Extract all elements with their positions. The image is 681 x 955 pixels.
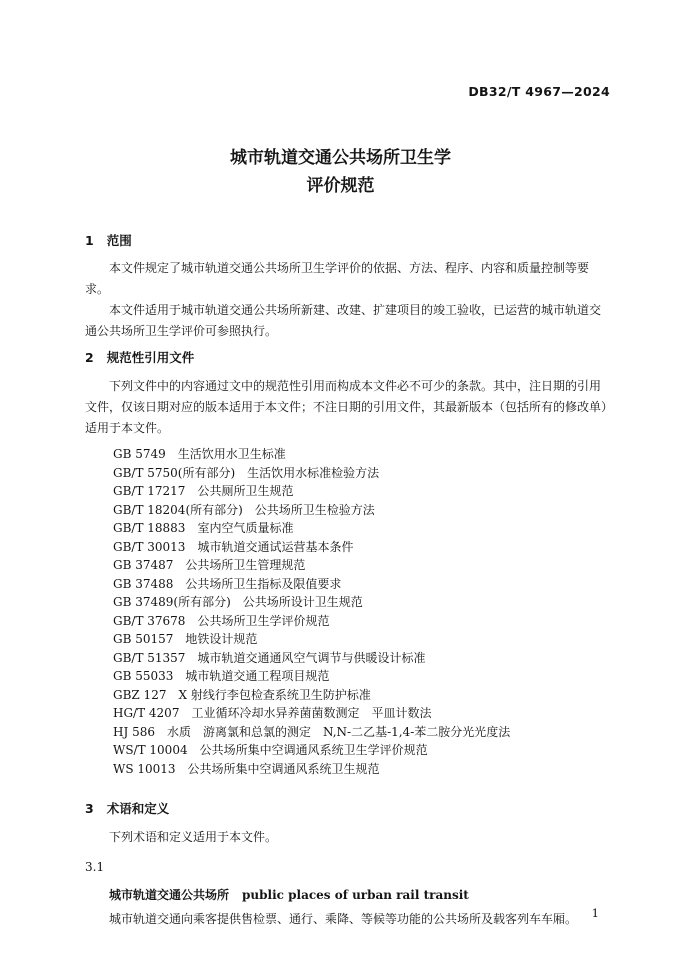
term-entry bbox=[85, 885, 610, 906]
document-title bbox=[0, 144, 681, 200]
reference-item: GB/T 5750(所有部分) 生活饮用水标准检验方法 bbox=[113, 465, 380, 480]
reference-item: HG/T 4207 工业循环冷却水异养菌菌数测定 平皿计数法 bbox=[113, 706, 432, 720]
document-title-line1: 城市轨道交通公共场所卫生学 bbox=[230, 148, 451, 168]
document-body bbox=[85, 233, 610, 930]
term-definition: 城市轨道交通向乘客提供售检票、通行、乘降、等候等功能的公共场所及载客列车车厢。 bbox=[109, 912, 578, 926]
terms-intro: 下列术语和定义适用于本文件。 bbox=[109, 830, 278, 844]
reference-item: GB 50157 地铁设计规范 bbox=[113, 632, 258, 646]
scope-paragraph-1: 本文件规定了城市轨道交通公共场所卫生学评价的依据、方法、程序、内容和质量控制等要求。 bbox=[85, 261, 590, 296]
section-1-number: 1 bbox=[85, 233, 94, 248]
reference-item: GB/T 51357 城市轨道交通通风空气调节与供暖设计标准 bbox=[113, 650, 426, 665]
references-intro: 下列文件中的内容通过文中的规范性引用而构成本文件必不可少的条款。其中，注日期的引用文件，仅该日期对应的版本适用于本文件；不注日期的引用文件，其最新版本（包括所有的修改单）适用于本文件。 bbox=[85, 379, 608, 435]
references-list bbox=[85, 445, 610, 778]
reference-item: GB/T 18204(所有部分) 公共场所卫生检验方法 bbox=[113, 502, 375, 517]
reference-item: GB 37489(所有部分) 公共场所设计卫生规范 bbox=[113, 595, 363, 609]
reference-item: GB/T 37678 公共场所卫生学评价规范 bbox=[113, 613, 330, 628]
document-title-line2: 评价规范 bbox=[306, 176, 375, 196]
section-1-title: 范围 bbox=[106, 233, 132, 248]
term-chinese: 城市轨道交通公共场所 bbox=[109, 888, 230, 902]
reference-item: GB 5749 生活饮用水卫生标准 bbox=[113, 447, 286, 461]
section-2-title: 规范性引用文件 bbox=[106, 350, 195, 365]
scope-paragraph-2: 本文件适用于城市轨道交通公共场所新建、改建、扩建项目的竣工验收，已运营的城市轨道交通公共场所卫生学评价可参照执行。 bbox=[85, 303, 602, 338]
reference-item: GB/T 30013 城市轨道交通试运营基本条件 bbox=[113, 539, 354, 554]
section-3-title: 术语和定义 bbox=[106, 801, 170, 816]
section-2-number: 2 bbox=[85, 350, 94, 365]
section-1-heading bbox=[85, 233, 610, 249]
term-english: public places of urban rail transit bbox=[242, 888, 469, 902]
reference-item: WS/T 10004 公共场所集中空调通风系统卫生学评价规范 bbox=[113, 743, 428, 757]
reference-item: GB 55033 城市轨道交通工程项目规范 bbox=[113, 669, 330, 683]
section-3-heading bbox=[85, 801, 610, 817]
doc-number: DB32/T 4967—2024 bbox=[468, 84, 610, 99]
reference-item: GB/T 17217 公共厕所卫生规范 bbox=[113, 484, 294, 498]
term-entry-number: 3.1 bbox=[85, 860, 105, 874]
reference-item: GB/T 18883 室内空气质量标准 bbox=[113, 521, 294, 535]
section-3-number: 3 bbox=[85, 801, 94, 816]
page-number: 1 bbox=[591, 906, 599, 920]
reference-item: WS 10013 公共场所集中空调通风系统卫生规范 bbox=[113, 761, 380, 776]
reference-item: HJ 586 水质 游离氯和总氯的测定 N,N-二乙基-1,4-苯二胺分光光度法 bbox=[113, 724, 511, 739]
reference-item: GB 37488 公共场所卫生指标及限值要求 bbox=[113, 576, 342, 591]
section-2-heading bbox=[85, 350, 610, 366]
reference-item: GBZ 127 X 射线行李包检查系统卫生防护标准 bbox=[113, 687, 371, 702]
reference-item: GB 37487 公共场所卫生管理规范 bbox=[113, 558, 306, 572]
